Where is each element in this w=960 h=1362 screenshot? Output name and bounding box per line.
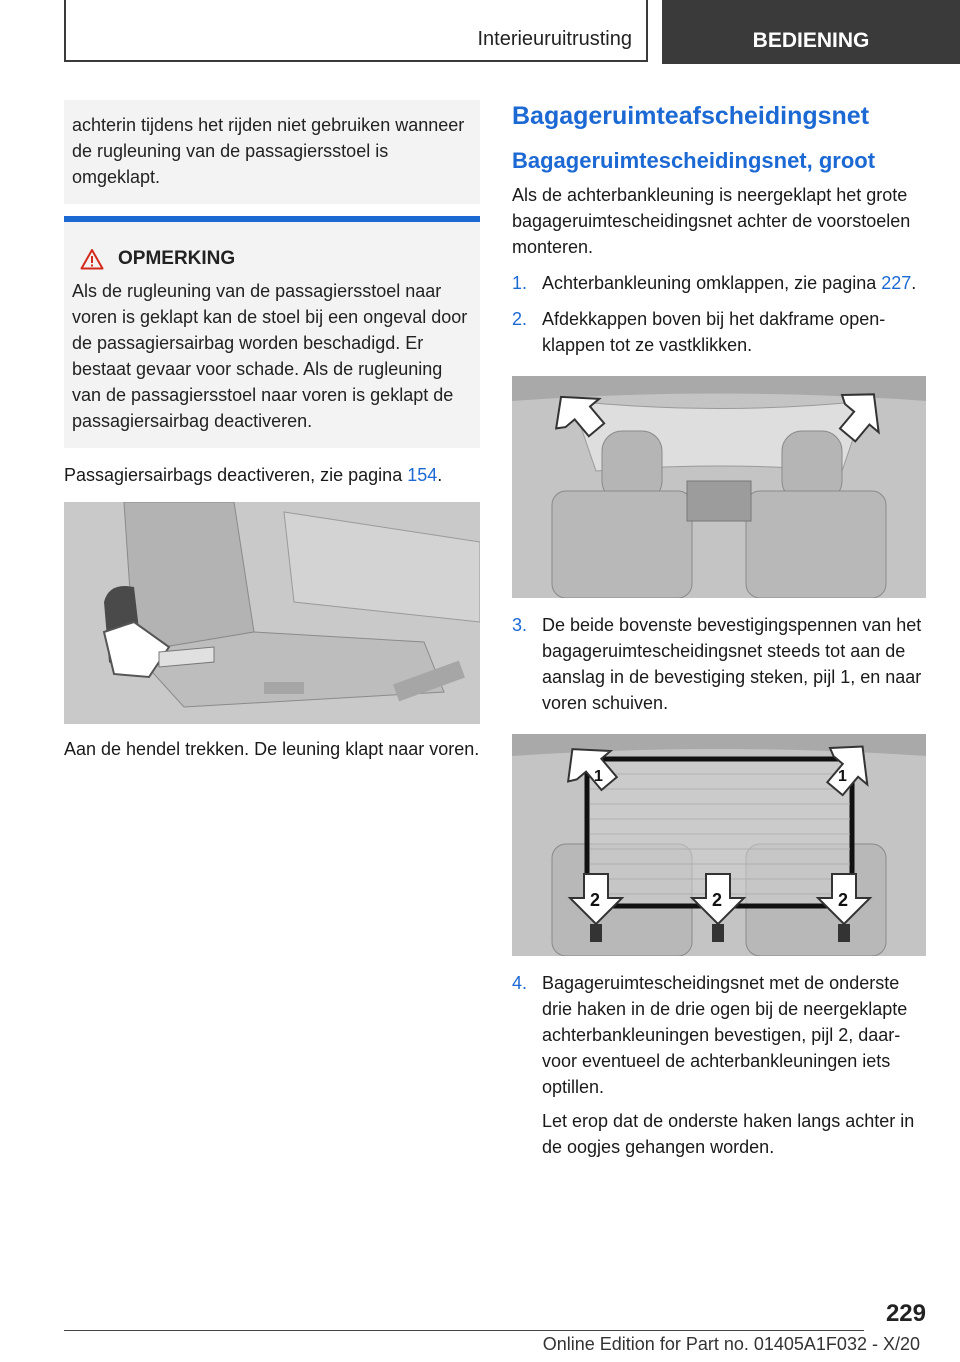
step-text: Afdekkappen boven bij het dakframe openklappen tot ze vastklikken. xyxy=(542,309,886,355)
note-header xyxy=(80,246,472,272)
header-frame xyxy=(64,0,648,62)
page-link-227[interactable]: 227 xyxy=(881,273,912,293)
section-title: Bagageruimteafscheidingsnet xyxy=(512,102,870,130)
arrow-label-2-middle: 2 xyxy=(712,890,723,910)
seat-lever-caption: Aan de hendel trekken. De leuning klapt naar voren. xyxy=(64,739,480,759)
step-1-after: . xyxy=(911,273,917,293)
step-number: 4. xyxy=(512,973,528,993)
airbag-paragraph: Passagiersairbags deactiveren, zie pagina 154. xyxy=(64,465,443,485)
step-4-note: Let erop dat de onderste haken langs achter in de oogjes gehangen worden. xyxy=(542,1111,915,1157)
left-column xyxy=(64,100,480,762)
step-text xyxy=(542,270,926,296)
seat-lever-drawing xyxy=(64,502,480,724)
header-section-title: Interieuruitrusting xyxy=(477,28,632,50)
arrow-label-2-right: 2 xyxy=(838,890,849,910)
step-1 xyxy=(512,270,926,296)
arrow-label-2-left: 2 xyxy=(590,890,601,910)
step-text: De beide bovenste bevestigingspennen van het bagageruimtescheidingsnet steeds tot aan de aanslag in de bevestiging steken, pijl 1, en naar voren schuiven. xyxy=(542,615,922,713)
cabin-covers-drawing xyxy=(512,376,926,598)
step-number: 2. xyxy=(512,309,528,329)
footer-divider xyxy=(64,1330,864,1331)
warning-icon xyxy=(80,248,104,270)
arrow-label-1-left: 1 xyxy=(594,768,603,785)
arrow-label-1-right: 1 xyxy=(838,768,847,785)
step-text: Bagageruimtescheidingsnet met de onderste drie haken in de drie ogen bij de neergeklapte achterbankleuningen bevestigen, pijl 2, daarvoor eventueel de achterbankleuningen iets optillen. xyxy=(542,973,908,1097)
page-footer xyxy=(0,1290,960,1362)
page-header xyxy=(0,0,960,66)
page-link-154[interactable]: 154 xyxy=(407,465,438,485)
seat-lever-illustration xyxy=(64,502,480,724)
intro-box xyxy=(64,100,480,204)
step-1-text: Achterbankleuning omklappen, zie pagina xyxy=(542,273,882,293)
step-3 xyxy=(512,612,926,716)
step-number: 3. xyxy=(512,615,528,635)
page-number: 229 xyxy=(885,1300,926,1327)
cabin-covers-illustration xyxy=(512,376,926,598)
header-chapter-label: BEDIENING xyxy=(752,29,870,52)
section-intro: Als de achterbankleuning is neergeklapt het grote bagageruimtescheidingsnet achter de voorstoelen monteren. xyxy=(512,185,911,257)
step-2 xyxy=(512,306,926,358)
net-mounting-drawing xyxy=(512,734,926,956)
note-text: Als de rugleuning van de passagiersstoel naar voren is geklapt kan de stoel bij een ongeval door de passagiersairbag worden beschadigd. Er bestaat gevaar voor schade. Als de rugleuning van de passagiersstoel naar voren is geklapt de passagiersairbag deactiveren. xyxy=(72,281,468,431)
net-mounting-illustration xyxy=(512,734,926,956)
right-column xyxy=(512,100,926,1160)
section-subtitle: Bagageruimtescheidingsnet, groot xyxy=(512,148,876,173)
footer-edition: Online Edition for Part no. 01405A1F032 - X/20 xyxy=(542,1334,920,1354)
note-title: OPMERKING xyxy=(118,248,236,269)
step-4 xyxy=(512,970,926,1100)
note-box xyxy=(64,216,480,448)
step-number: 1. xyxy=(512,273,528,293)
airbag-text: Passagiersairbags deactiveren, zie pagina xyxy=(64,465,408,485)
intro-box-text: achterin tijdens het rijden niet gebruiken wanneer de rugleuning van de passagiersstoel is omgeklapt. xyxy=(72,115,465,187)
header-chapter-tab xyxy=(662,0,960,64)
